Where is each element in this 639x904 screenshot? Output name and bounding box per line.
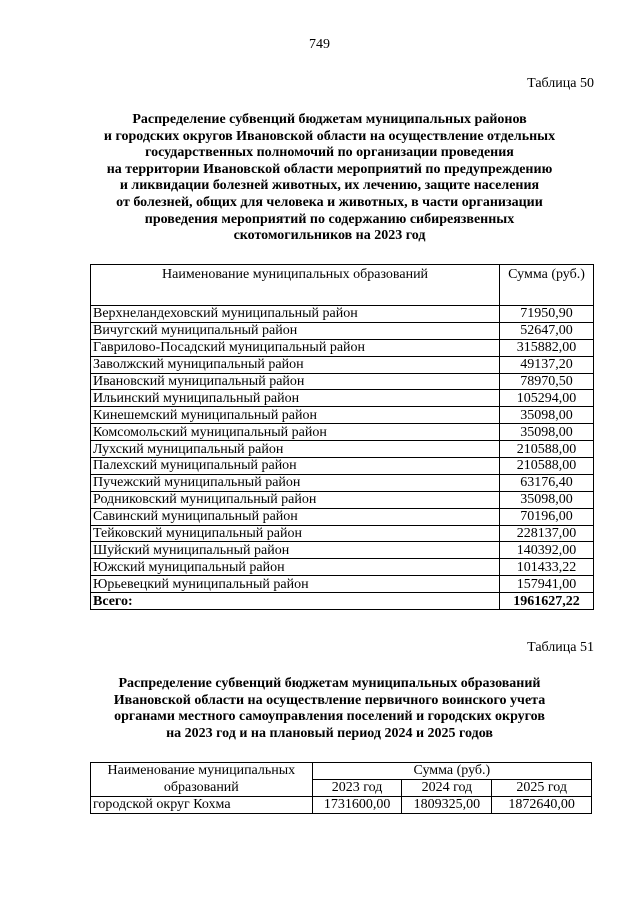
table-50	[90, 264, 594, 610]
table-row	[91, 458, 594, 475]
municipality-sum: 63176,40	[500, 474, 594, 491]
municipality-name: Ивановский муниципальный район	[91, 373, 500, 390]
year-sum: 1872640,00	[492, 797, 592, 814]
municipality-sum: 140392,00	[500, 542, 594, 559]
table-row	[91, 339, 594, 356]
municipality-name: городской округ Кохма	[91, 797, 313, 814]
municipality-sum: 157941,00	[500, 576, 594, 593]
column-header-year-2025: 2025 год	[492, 780, 592, 797]
table-row	[91, 797, 592, 814]
title-line: и ликвидации болезней животных, их лечению, защите населения	[119, 178, 540, 194]
table-row	[91, 373, 594, 390]
municipality-name: Вичугский муниципальный район	[91, 322, 500, 339]
table-50-title	[60, 112, 599, 245]
title-line: от болезней, общих для человека и животных, в части организации	[116, 194, 543, 210]
municipality-name: Комсомольский муниципальный район	[91, 424, 500, 441]
table-51	[90, 762, 592, 814]
municipality-name: Савинский муниципальный район	[91, 508, 500, 525]
municipality-sum: 70196,00	[500, 508, 594, 525]
table-row	[91, 525, 594, 542]
table-row	[91, 491, 594, 508]
municipality-sum: 35098,00	[500, 424, 594, 441]
table-row	[91, 508, 594, 525]
municipality-sum: 49137,20	[500, 356, 594, 373]
table-row	[91, 390, 594, 407]
table-50-label: Таблица 50	[527, 76, 594, 91]
municipality-sum: 71950,90	[500, 306, 594, 323]
column-header-year-2024: 2024 год	[402, 780, 492, 797]
title-line: проведения мероприятий по содержанию сибиреязвенных	[144, 211, 515, 227]
column-header-sum: Сумма (руб.)	[312, 763, 591, 780]
year-sum: 1809325,00	[402, 797, 492, 814]
title-line: скотомогильников на 2023 год	[233, 228, 426, 244]
total-label: Всего:	[91, 593, 500, 610]
table-row	[91, 559, 594, 576]
table-row	[91, 542, 594, 559]
municipality-name: Родниковский муниципальный район	[91, 491, 500, 508]
table-row	[91, 576, 594, 593]
municipality-name: Лухский муниципальный район	[91, 441, 500, 458]
table-row	[91, 474, 594, 491]
total-row	[91, 593, 594, 610]
table-row	[91, 407, 594, 424]
municipality-name: Палехский муниципальный район	[91, 458, 500, 475]
municipality-sum: 101433,22	[500, 559, 594, 576]
column-header-name: Наименование муниципальных образований	[91, 265, 500, 306]
column-header-name-line2: образований	[91, 780, 313, 797]
municipality-name: Юрьевецкий муниципальный район	[91, 576, 500, 593]
table-row	[91, 441, 594, 458]
table-51-label: Таблица 51	[527, 640, 594, 655]
table-51-title	[60, 676, 599, 742]
municipality-sum: 35098,00	[500, 491, 594, 508]
title-line: на территории Ивановской области мероприятий по предупреждению	[106, 161, 553, 177]
municipality-sum: 228137,00	[500, 525, 594, 542]
table-row	[91, 322, 594, 339]
municipality-name: Тейковский муниципальный район	[91, 525, 500, 542]
title-line: на 2023 год и на плановый период 2024 и 2025 годов	[166, 725, 493, 741]
municipality-name: Ильинский муниципальный район	[91, 390, 500, 407]
municipality-name: Пучежский муниципальный район	[91, 474, 500, 491]
column-header-sum: Сумма (руб.)	[500, 265, 594, 306]
title-line: органами местного самоуправления поселений и городских округов	[114, 709, 545, 725]
municipality-sum: 315882,00	[500, 339, 594, 356]
municipality-name: Гаврилово-Посадский муниципальный район	[91, 339, 500, 356]
municipality-sum: 35098,00	[500, 407, 594, 424]
column-header-name-line1: Наименование муниципальных	[91, 763, 313, 780]
municipality-name: Кинешемский муниципальный район	[91, 407, 500, 424]
year-sum: 1731600,00	[312, 797, 402, 814]
title-line: Распределение субвенций бюджетам муниципальных образований	[118, 676, 541, 691]
municipality-name: Южский муниципальный район	[91, 559, 500, 576]
title-line: Распределение субвенций бюджетам муниципальных районов	[132, 112, 527, 127]
title-line: Ивановской области на осуществление первичного воинского учета	[113, 692, 546, 708]
municipality-name: Верхнеландеховский муниципальный район	[91, 306, 500, 323]
municipality-sum: 78970,50	[500, 373, 594, 390]
table-row	[91, 356, 594, 373]
table-row	[91, 424, 594, 441]
total-sum: 1961627,22	[500, 593, 594, 610]
title-line: государственных полномочий по организации проведения	[145, 145, 514, 161]
municipality-sum: 210588,00	[500, 458, 594, 475]
title-line: и городских округов Ивановской области на осуществление отдельных	[103, 128, 556, 144]
column-header-year-2023: 2023 год	[312, 780, 402, 797]
municipality-sum: 210588,00	[500, 441, 594, 458]
municipality-name: Шуйский муниципальный район	[91, 542, 500, 559]
municipality-name: Заволжский муниципальный район	[91, 356, 500, 373]
page-number: 749	[309, 37, 330, 52]
municipality-sum: 105294,00	[500, 390, 594, 407]
municipality-sum: 52647,00	[500, 322, 594, 339]
table-row	[91, 306, 594, 323]
